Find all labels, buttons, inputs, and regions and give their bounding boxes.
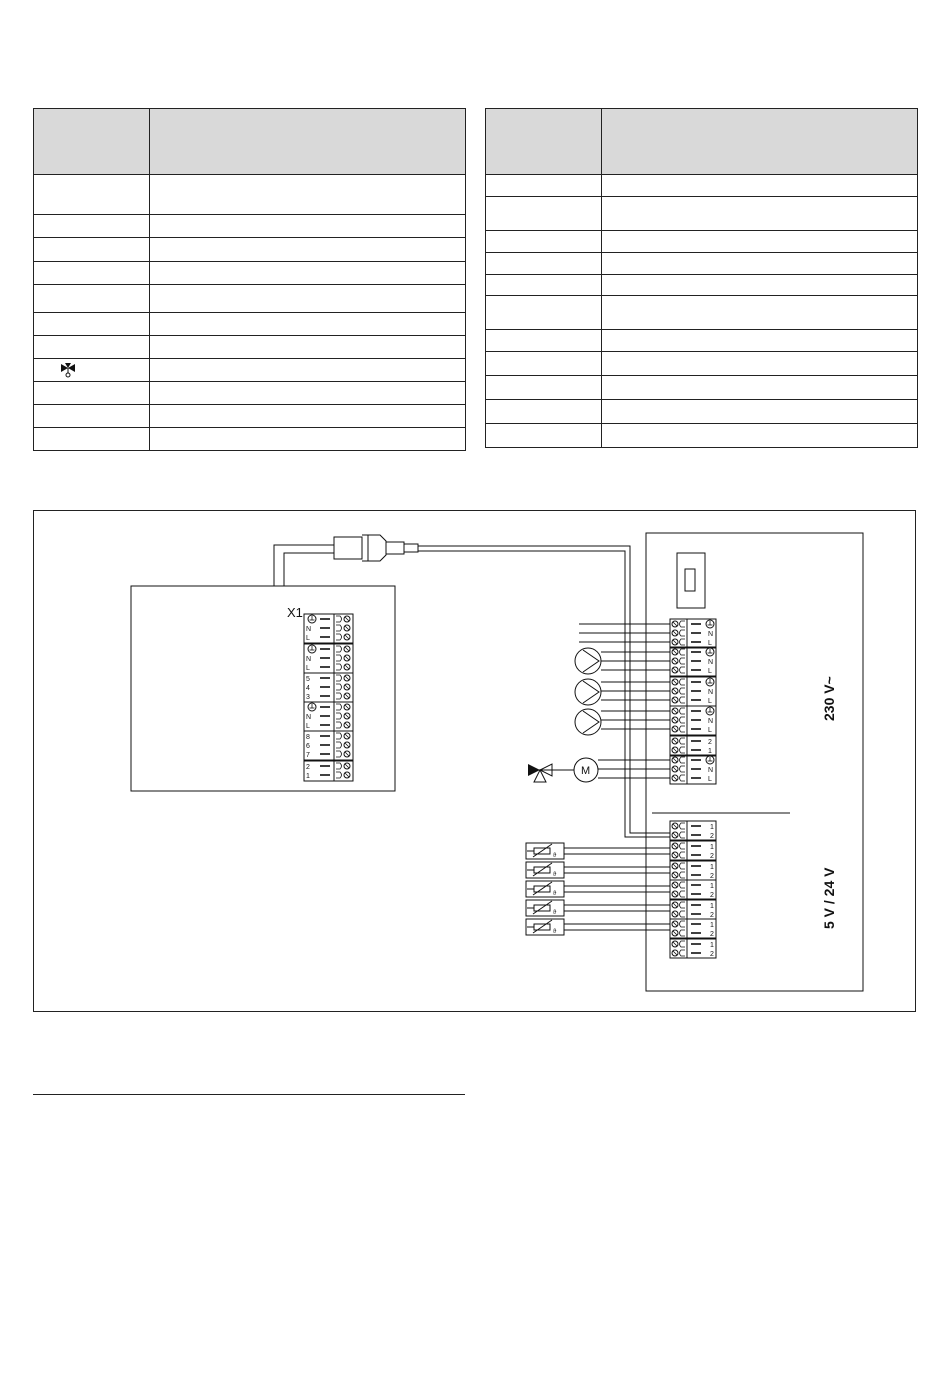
screw-slot (673, 631, 677, 635)
sensor-clamp (680, 941, 686, 947)
sensor-terminal-label: 1 (710, 942, 714, 949)
screw-slot (345, 635, 349, 639)
relay-clamp (680, 639, 686, 645)
x1-terminal-label: N (306, 626, 312, 633)
relay-terminal-label: 2 (708, 739, 712, 746)
legend-table-right (485, 108, 918, 448)
sensor-terminal-label: 2 (710, 833, 714, 840)
screw-slot (345, 685, 349, 689)
sensor-terminal-label: 1 (710, 903, 714, 910)
x1-clamp (336, 616, 342, 622)
relay-clamp (680, 747, 686, 753)
screw-slot (345, 694, 349, 698)
bus-cable-right-inner (418, 551, 670, 837)
table-row (486, 424, 918, 448)
sensor-terminal-label: 2 (710, 912, 714, 919)
wiring-diagram (33, 510, 916, 1012)
table-row (486, 296, 918, 330)
table-row (34, 238, 466, 262)
relay-clamp (680, 708, 686, 714)
screw-slot (673, 883, 677, 887)
x1-clamp (336, 675, 342, 681)
fuse-icon (685, 569, 695, 591)
relay-terminal-label: 1 (708, 748, 712, 755)
screw-slot (345, 665, 349, 669)
sensor-theta: ϑ (553, 929, 557, 935)
screw-slot (673, 864, 677, 868)
x1-terminal-label: 8 (306, 734, 310, 741)
table-row (486, 231, 918, 253)
x1-clamp (336, 655, 342, 661)
table-row (34, 359, 466, 382)
table-row (486, 197, 918, 231)
sensor-clamp (680, 930, 686, 936)
x1-clamp (336, 763, 342, 769)
screw-slot (345, 752, 349, 756)
table-row (486, 175, 918, 197)
x1-terminal-label: L (306, 723, 310, 730)
table-row (34, 313, 466, 336)
legend-table-left (33, 108, 466, 451)
screw-slot (345, 705, 349, 709)
relay-terminal-label: L (708, 727, 712, 734)
x1-terminal-label: 4 (306, 685, 310, 692)
screw-slot (345, 734, 349, 738)
screw-slot (673, 680, 677, 684)
sensor-theta: ϑ (553, 910, 557, 916)
sensor-terminal-label: 1 (710, 864, 714, 871)
table-row (486, 352, 918, 376)
table-header-row (34, 109, 466, 175)
screw-slot (673, 622, 677, 626)
sensor-diagonal (533, 920, 552, 933)
sensor-clamp (680, 852, 686, 858)
x1-clamp (336, 733, 342, 739)
relay-clamp (680, 697, 686, 703)
x1-terminal-label: 1 (306, 773, 310, 780)
relay-terminal-label: N (708, 767, 714, 774)
relay-clamp (680, 717, 686, 723)
sensor-clamp (680, 882, 686, 888)
x1-clamp (336, 684, 342, 690)
pump-impeller (583, 650, 599, 672)
sensor-clamp (680, 823, 686, 829)
x1-terminal-label: 3 (306, 694, 310, 701)
sensor-diagonal (533, 844, 552, 857)
screw-slot (673, 844, 677, 848)
screw-slot (673, 892, 677, 896)
table-row (486, 253, 918, 275)
sensor-clamp (680, 832, 686, 838)
screw-slot (673, 912, 677, 916)
relay-clamp (680, 738, 686, 744)
table-row (34, 405, 466, 428)
screw-slot (345, 676, 349, 680)
screw-slot (673, 776, 677, 780)
screw-slot (345, 773, 349, 777)
screw-slot (673, 709, 677, 713)
x1-clamp (336, 772, 342, 778)
sensor-clamp (680, 891, 686, 897)
voltage-label-230v: 230 V~ (821, 676, 837, 721)
sensor-diagonal (533, 901, 552, 914)
pump-impeller (583, 711, 599, 733)
screw-slot (345, 714, 349, 718)
screw-slot (345, 647, 349, 651)
screw-slot (673, 853, 677, 857)
sensor-clamp (680, 872, 686, 878)
sensor-theta: ϑ (553, 872, 557, 878)
x1-clamp (336, 634, 342, 640)
sensor-terminal-label: 1 (710, 824, 714, 831)
table-row (34, 215, 466, 238)
page-rule (33, 1094, 465, 1095)
screw-slot (345, 626, 349, 630)
x1-terminal-label: N (306, 656, 312, 663)
screw-slot (673, 650, 677, 654)
x1-clamp (336, 713, 342, 719)
sensor-terminal-label: 1 (710, 883, 714, 890)
relay-clamp (680, 766, 686, 772)
wiring-diagram-svg (34, 511, 915, 1011)
sensor-theta: ϑ (553, 891, 557, 897)
relay-clamp (680, 757, 686, 763)
sensor-theta: ϑ (553, 853, 557, 859)
relay-terminal-label: N (708, 689, 714, 696)
x1-clamp (336, 751, 342, 757)
fuse-holder (677, 553, 705, 608)
sensor-terminal-label: 1 (710, 922, 714, 929)
screw-slot (345, 656, 349, 660)
screw-slot (673, 873, 677, 877)
three-way-valve-icon (60, 362, 78, 378)
relay-clamp (680, 667, 686, 673)
table-row (486, 400, 918, 424)
x1-clamp (336, 704, 342, 710)
screw-slot (673, 640, 677, 644)
x1-terminal-label: L (306, 635, 310, 642)
relay-clamp (680, 630, 686, 636)
table-header-row (486, 109, 918, 175)
x1-clamp (336, 693, 342, 699)
screw-slot (345, 743, 349, 747)
sensor-terminal-label: 2 (710, 873, 714, 880)
relay-clamp (680, 726, 686, 732)
screw-slot (345, 764, 349, 768)
screw-slot (673, 739, 677, 743)
x1-terminal-label: N (306, 714, 312, 721)
relay-terminal-label: L (708, 668, 712, 675)
relay-terminal-label: L (708, 698, 712, 705)
sensor-terminal-label: 2 (710, 951, 714, 958)
table-row (486, 275, 918, 296)
sensor-clamp (680, 863, 686, 869)
connector-label-x1: X1 (287, 605, 303, 620)
screw-slot (673, 922, 677, 926)
bus-cable-inner (284, 553, 334, 586)
x1-clamp (336, 722, 342, 728)
relay-terminal-label: L (708, 776, 712, 783)
table-row (34, 336, 466, 359)
screw-slot (673, 689, 677, 693)
relay-clamp (680, 658, 686, 664)
table-row (34, 382, 466, 405)
screw-slot (673, 767, 677, 771)
mixer-motor-label: M (581, 765, 591, 777)
circulation-pump-icon (575, 648, 601, 674)
screw-slot (345, 723, 349, 727)
relay-clamp (680, 649, 686, 655)
sensor-clamp (680, 950, 686, 956)
screw-slot (673, 718, 677, 722)
table-row (486, 376, 918, 400)
relay-terminal-label: N (708, 631, 714, 638)
screw-slot (673, 931, 677, 935)
relay-terminal-label: N (708, 659, 714, 666)
sensor-terminal-label: 2 (710, 931, 714, 938)
pump-impeller (583, 681, 599, 703)
voltage-label-low: 5 V / 24 V (821, 867, 837, 929)
bus-cable-right-outer (418, 546, 670, 833)
x1-terminal-label: 7 (306, 752, 310, 759)
x1-clamp (336, 742, 342, 748)
screw-slot (345, 617, 349, 621)
table-row (34, 175, 466, 215)
sensor-clamp (680, 921, 686, 927)
sensor-clamp (680, 911, 686, 917)
screw-slot (673, 833, 677, 837)
x1-terminal-label: 5 (306, 676, 310, 683)
screw-slot (673, 659, 677, 663)
sensor-terminal-label: 2 (710, 853, 714, 860)
table-row (486, 330, 918, 352)
relay-clamp (680, 679, 686, 685)
circulation-pump-icon (575, 679, 601, 705)
x1-clamp (336, 625, 342, 631)
table-row (34, 285, 466, 313)
x1-clamp (336, 664, 342, 670)
sensor-clamp (680, 843, 686, 849)
bus-cable-outer (274, 545, 334, 586)
plug-connector (334, 535, 418, 561)
relay-terminal-label: L (708, 640, 712, 647)
screw-slot (673, 668, 677, 672)
sensor-diagonal (533, 882, 552, 895)
circulation-pump-icon (575, 709, 601, 735)
sensor-clamp (680, 902, 686, 908)
relay-terminal-label: N (708, 718, 714, 725)
screw-slot (673, 951, 677, 955)
table-row (34, 428, 466, 451)
table-row (34, 262, 466, 285)
x1-terminal-label: 6 (306, 743, 310, 750)
sensor-terminal-label: 1 (710, 844, 714, 851)
relay-clamp (680, 621, 686, 627)
relay-clamp (680, 688, 686, 694)
x1-clamp (336, 646, 342, 652)
sensor-terminal-label: 2 (710, 892, 714, 899)
screw-slot (673, 903, 677, 907)
sensor-diagonal (533, 863, 552, 876)
screw-slot (673, 698, 677, 702)
screw-slot (673, 727, 677, 731)
x1-terminal-label: L (306, 665, 310, 672)
screw-slot (673, 758, 677, 762)
base-module-box (131, 586, 395, 791)
screw-slot (673, 942, 677, 946)
screw-slot (673, 824, 677, 828)
x1-terminal-label: 2 (306, 764, 310, 771)
relay-clamp (680, 775, 686, 781)
screw-slot (673, 748, 677, 752)
